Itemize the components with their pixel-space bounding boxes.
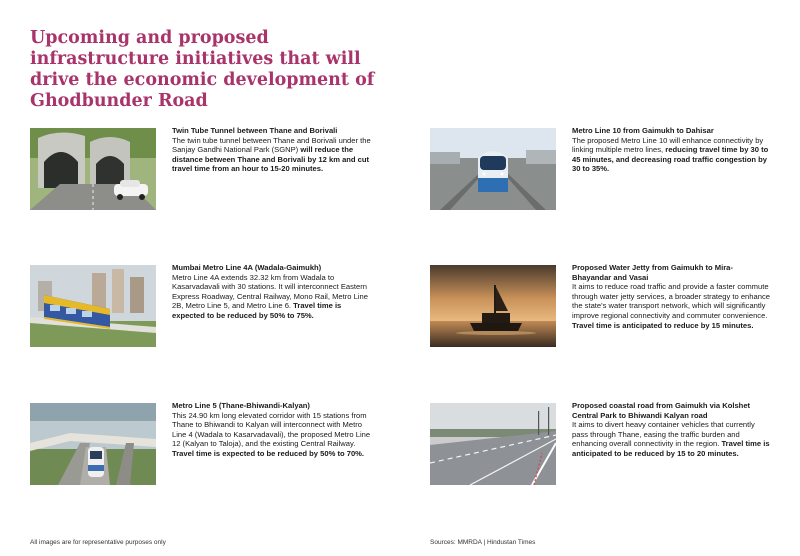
metro-station-image — [30, 403, 156, 485]
card-text: It aims to reduce road traffic and provide a faster commute through water jetty services, a broader strategy to enhance the state's water transport network, which will significantly improve regional connectivity and commuter convenience. — [572, 282, 770, 320]
card-highlight: Travel time is anticipated to be reduced by 15 to 20 minutes. — [572, 439, 770, 458]
metro-train-image — [430, 128, 556, 210]
page-title: Upcoming and proposed infrastructure initiatives that will drive the economic development of Ghodbunder Road — [30, 28, 375, 111]
card-heading: Metro Line 10 from Gaimukh to Dahisar — [572, 126, 714, 135]
jetty-image — [430, 265, 556, 347]
card-text: The proposed Metro Line 10 will enhance connectivity by linking multiple metro lines, — [572, 135, 764, 155]
card-heading: Proposed coastal road from Gaimukh via Kolshet Central Park to Bhiwandi Kalyan road — [572, 401, 751, 420]
card-highlight: reducing travel time by 30 to 45 minutes, and decreasing road traffic congestion by 30 to 35%. — [572, 145, 769, 174]
initiative-card-tunnel — [30, 128, 390, 218]
card-text: It aims to divert heavy container vehicles that currently pass through Thane, easing the traffic burden and enhancing overall connectivity in the region. — [572, 420, 755, 449]
card-heading: Mumbai Metro Line 4A (Wadala-Gaimukh) — [172, 263, 322, 272]
card-highlight: Travel time is expected to be reduced by 50% to 70%. — [172, 448, 365, 458]
road-image — [430, 403, 556, 485]
card-highlight: Travel time is anticipated to reduce by 15 minutes. — [572, 320, 754, 330]
initiative-card-metro-line-10 — [430, 128, 790, 218]
initiative-card-metro-line-5 — [30, 403, 390, 493]
card-text: Metro Line 4A extends 32.32 km from Wadala to Kasarvadavali with 30 stations. It will interconnect Eastern Express Roadway, Central Railway, Mono Rail, Metro Line 2B, Metro Line 5, and Metro Line 6. — [172, 272, 368, 311]
image-disclaimer: All images are for representative purposes only — [30, 539, 166, 546]
initiative-card-metro-line-4a — [30, 265, 390, 355]
card-heading: Metro Line 5 (Thane-Bhiwandi-Kalyan) — [172, 401, 310, 410]
card-text: The twin tube tunnel between Thane and Borivali under the Sanjay Gandhi National Park (SGNP) — [172, 135, 371, 155]
initiative-card-coastal-road — [430, 403, 790, 493]
card-heading: Proposed Water Jetty from Gaimukh to Mira-Bhayandar and Vasai — [572, 263, 733, 282]
card-highlight: will reduce the distance between Thane and Borivali by 12 km and cut travel time from an hour to 15-20 minutes. — [172, 145, 370, 174]
card-text: This 24.90 km long elevated corridor with 15 stations from Thane to Bhiwandi to Kalyan will interconnect with Metro Line 4 (Wadala to Kasarvadavali), the proposed Metro Line 12 (Kalyan to Taloja), and the existing Central Railway. — [172, 410, 371, 449]
initiative-card-water-jetty — [430, 265, 790, 355]
sources-note: Sources: MMRDA | Hindustan Times — [430, 539, 536, 546]
tunnel-image — [30, 128, 156, 210]
metro-elevated-image — [30, 265, 156, 347]
card-heading: Twin Tube Tunnel between Thane and Borivali — [172, 126, 338, 135]
card-highlight: Travel time is expected to be reduced by 50% to 75%. — [172, 301, 342, 320]
